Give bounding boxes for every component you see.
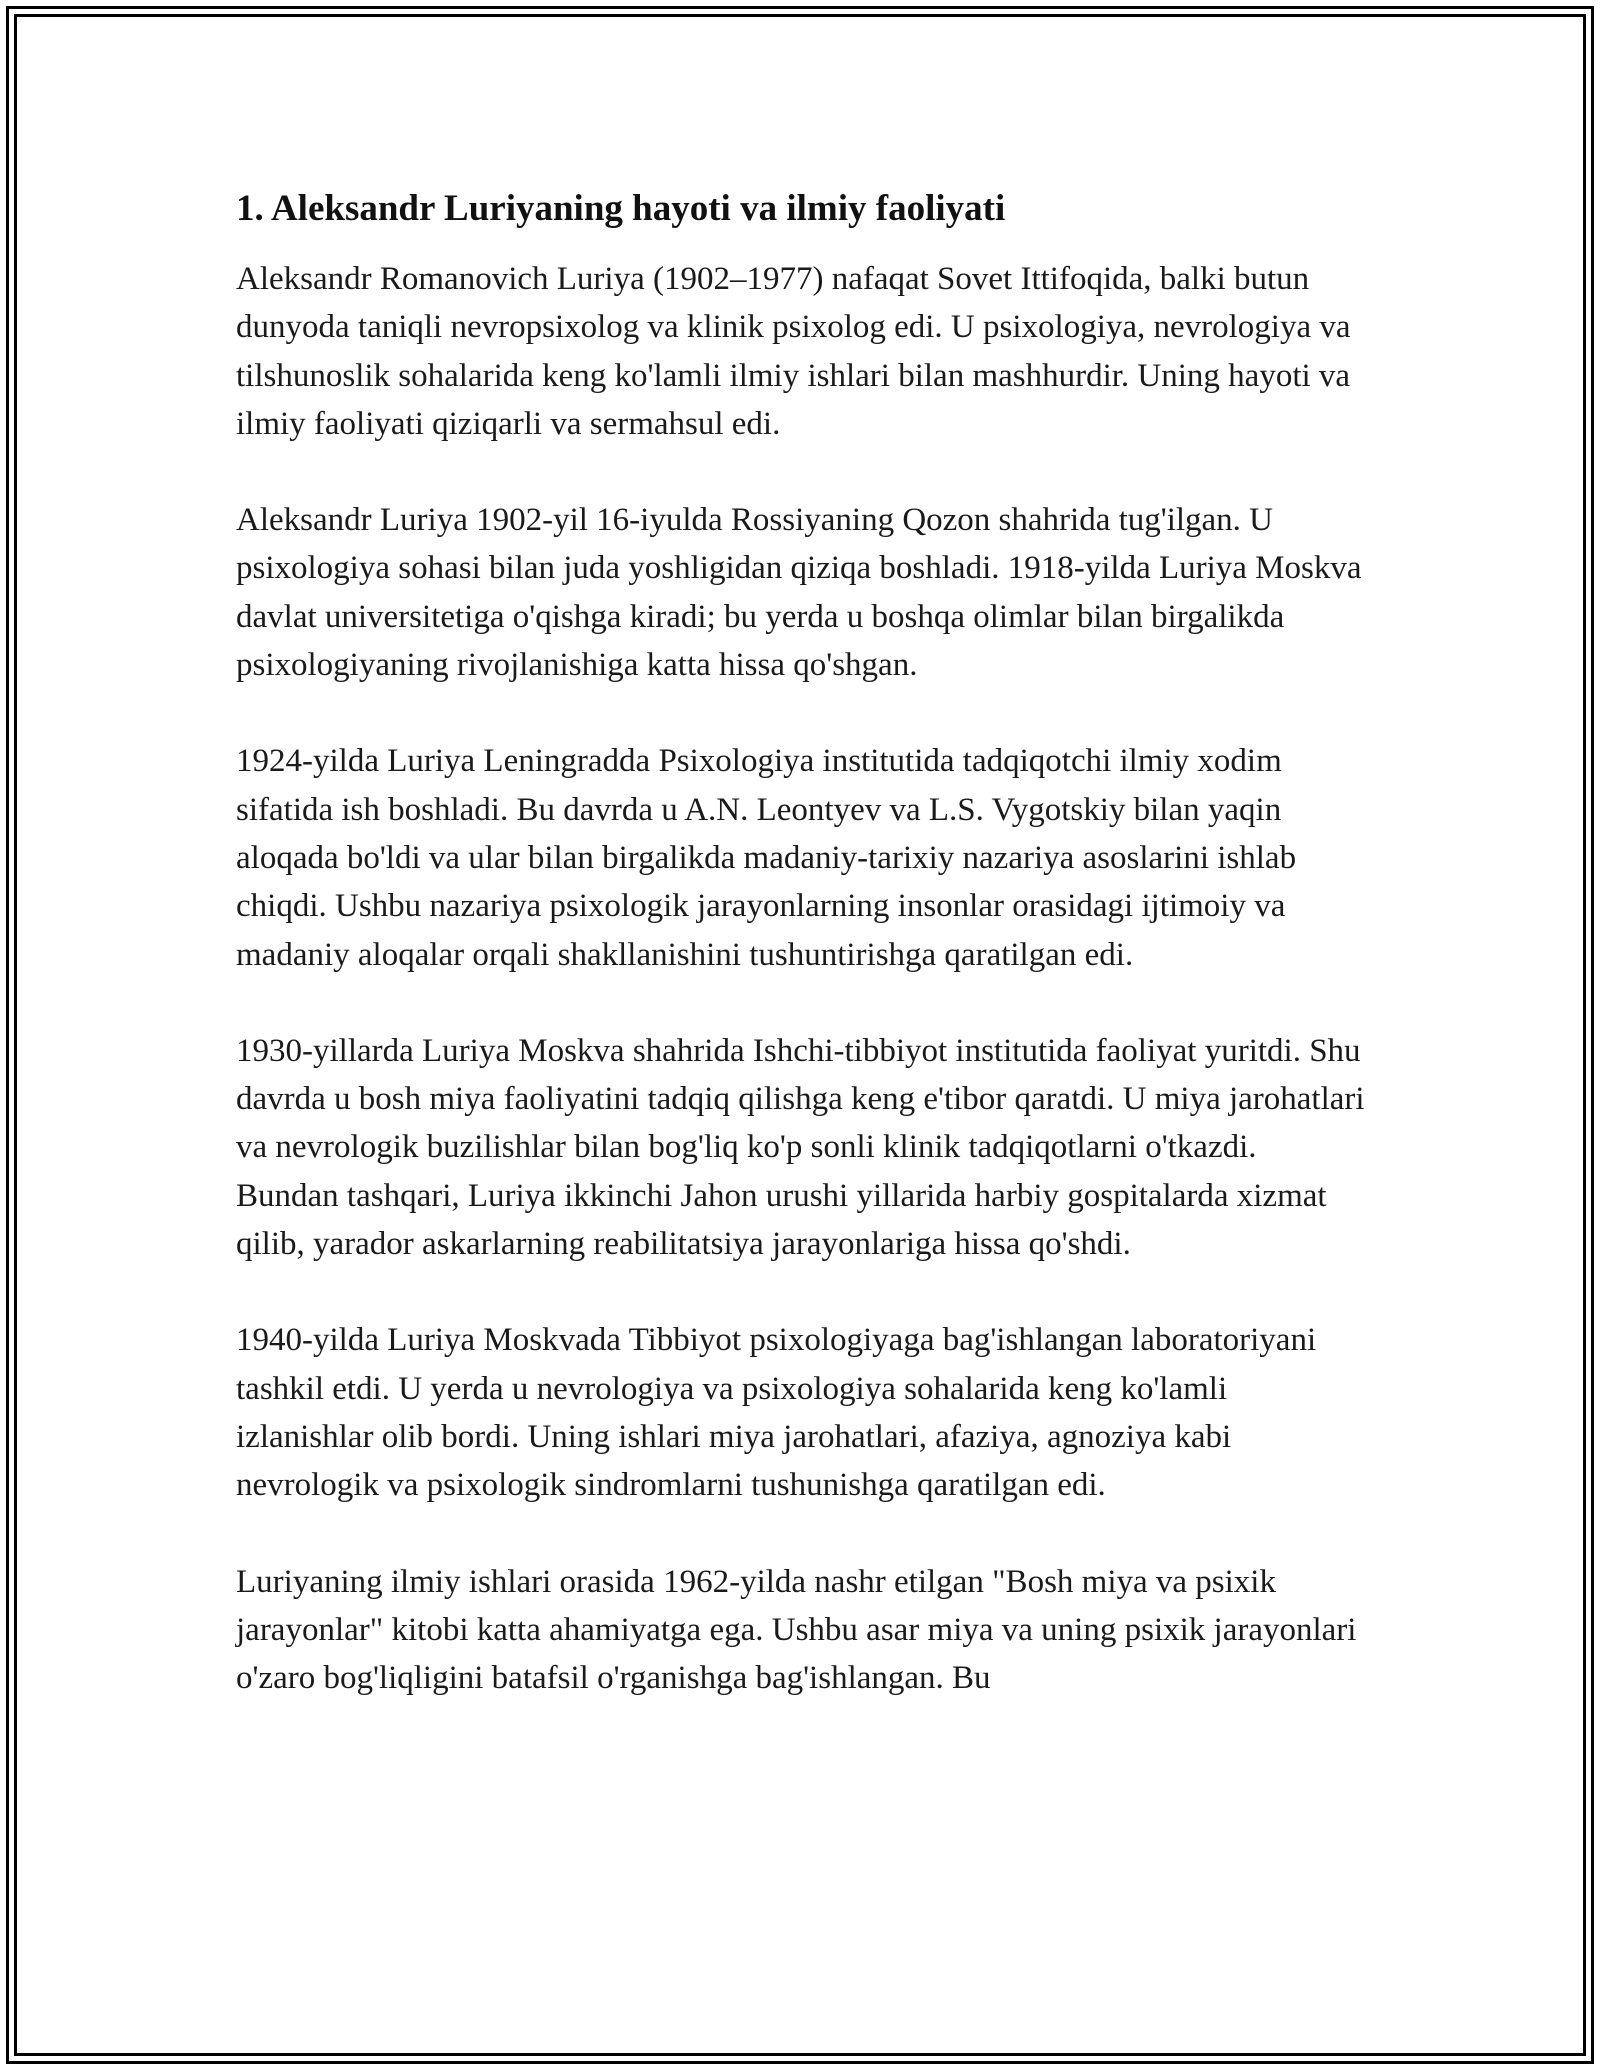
section-title: 1. Aleksandr Luriyaning hayoti va ilmiy faoliyati bbox=[236, 188, 1006, 229]
paragraph-4: 1930-yillarda Luriya Moskva shahrida Ishchi-tibbiyot institutida faoliyat yuritdi. Shu davrda u bosh miya faoliyatini tadqiq qilishga keng e'tibor qaratdi. U miya jarohatlari va nevrologik buzilishlar bilan bog'liq ko'p sonli klinik tadqiqotlarni o'tkazdi. Bundan tashqari, Luriya ikkinchi Jahon urushi yillarida harbiy gospitalarda xizmat qilib, yarador askarlarning reabilitatsiya jarayonlariga hissa qo'shdi. bbox=[236, 1032, 1365, 1263]
paragraph-2: Aleksandr Luriya 1902-yil 16-iyulda Rossiyaning Qozon shahrida tug'ilgan. U psixologiya sohasi bilan juda yoshligidan qiziqa boshladi. 1918-yilda Luriya Moskva davlat universitetiga o'qishga kiradi; bu yerda u boshqa olimlar bilan birgalikda psixologiyaning rivojlanishiga katta hissa qo'shgan. bbox=[236, 502, 1362, 684]
paragraph-5: 1940-yilda Luriya Moskvada Tibbiyot psixologiyaga bag'ishlangan laboratoriyani tashkil etdi. U yerda u nevrologiya va psixologiya sohalarida keng ko'lamli izlanishlar olib bordi. Uning ishlari miya jarohatlari, afaziya, agnoziya kabi nevrologik va psixologik sindromlarni tushunishga qaratilgan edi. bbox=[236, 1322, 1317, 1504]
document-page bbox=[236, 185, 1366, 1750]
paragraph-6: Luriyaning ilmiy ishlari orasida 1962-yilda nashr etilgan "Bosh miya va psixik jarayonlar" kitobi katta ahamiyatga ega. Ushbu asar miya va uning psixik jarayonlari o'zaro bog'liqligini batafsil o'rganishga bag'ishlangan. Bu bbox=[236, 1563, 1357, 1697]
paragraph-3: 1924-yilda Luriya Leningradda Psixologiya institutida tadqiqotchi ilmiy xodim sifatida ish boshladi. Bu davrda u A.N. Leontyev va L.S. Vygotskiy bilan yaqin aloqada bo'ldi va ular bilan birgalikda madaniy-tarixiy nazariya asoslarini ishlab chiqdi. Ushbu nazariya psixologik jarayonlarning insonlar orasidagi ijtimoiy va madaniy aloqalar orqali shakllanishini tushuntirishga qaratilgan edi. bbox=[236, 743, 1297, 973]
paragraph-1: Aleksandr Romanovich Luriya (1902–1977) nafaqat Sovet Ittifoqida, balki butun dunyoda taniqli nevropsixolog va klinik psixolog edi. U psixologiya, nevrologiya va tilshunoslik sohalarida keng ko'lamli ilmiy ishlari bilan mashhurdir. Uning hayoti va ilmiy faoliyati qiziqarli va sermahsul edi. bbox=[236, 261, 1351, 442]
